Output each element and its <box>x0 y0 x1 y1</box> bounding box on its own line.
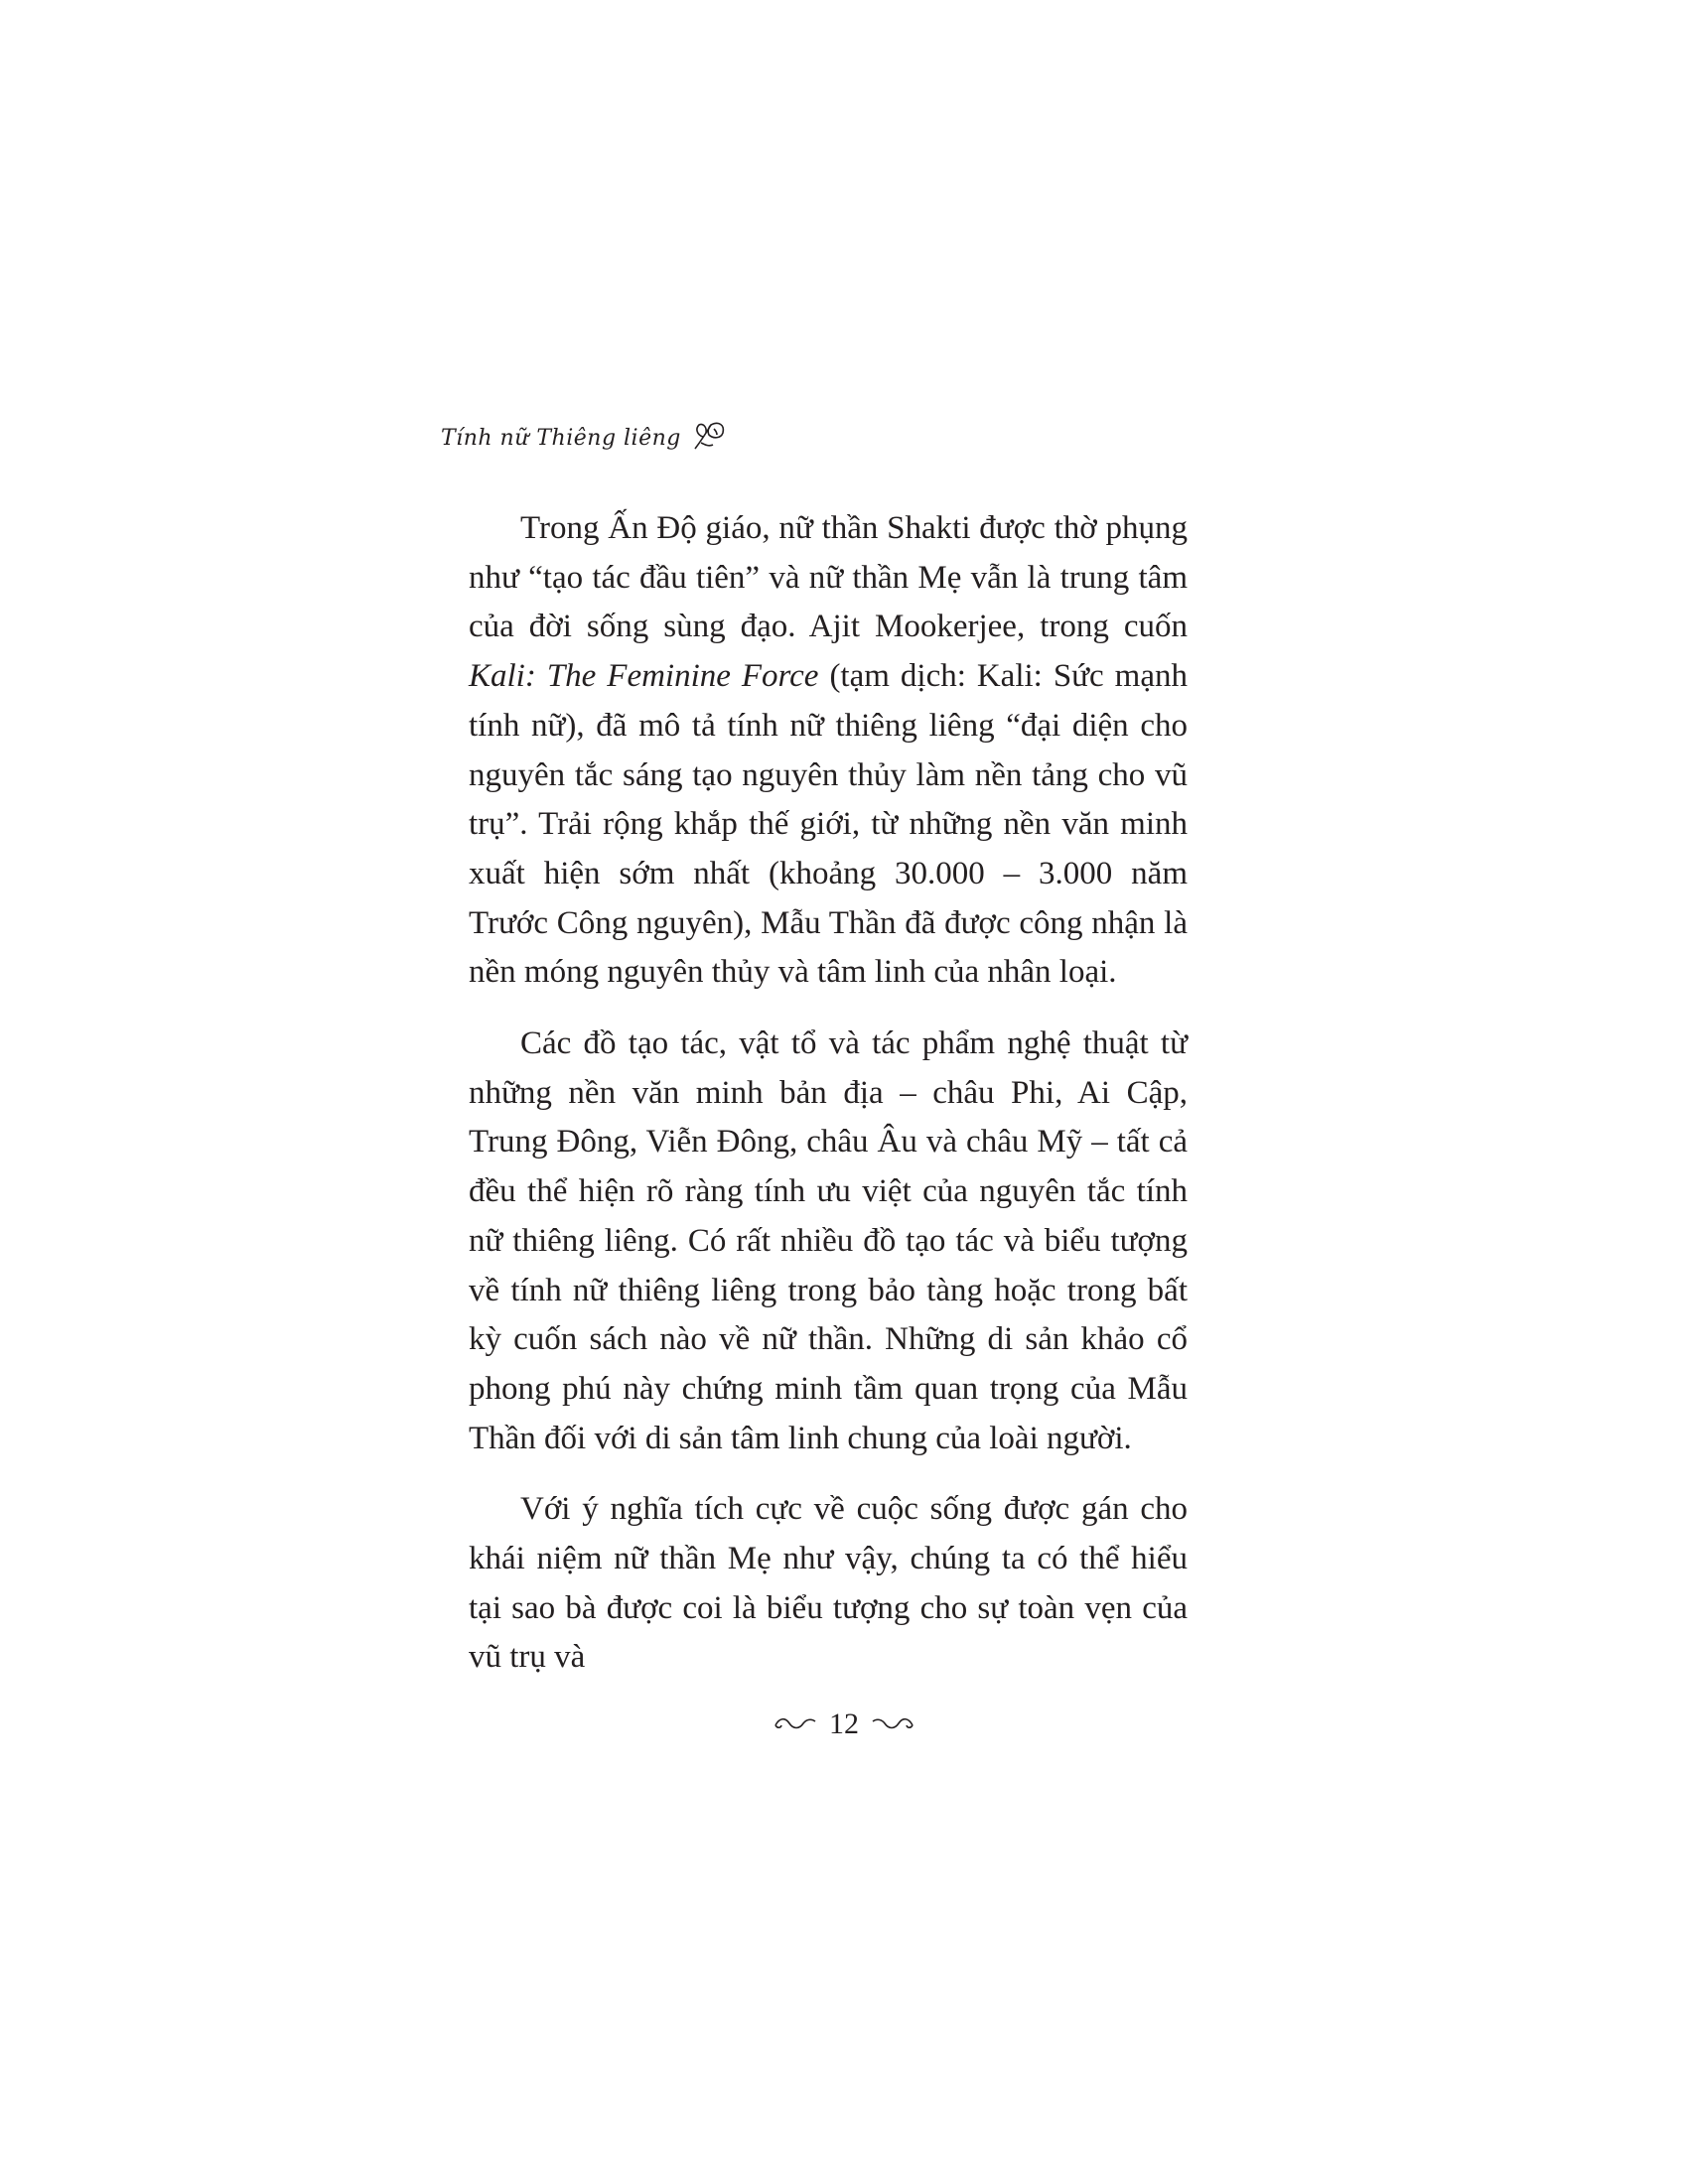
paragraph-3: Với ý nghĩa tích cực về cuộc sống được gán cho khái niệm nữ thần Mẹ như vậy, chúng ta có thể hiểu tại sao bà được coi là biểu tượng cho sự toàn vẹn của vũ trụ và <box>469 1491 1188 1676</box>
paragraph-2: Các đồ tạo tác, vật tổ và tác phẩm nghệ thuật từ những nền văn minh bản địa – châu Phi, Ai Cập, Trung Đông, Viễn Đông, châu Âu và châu Mỹ – tất cả đều thể hiện rõ ràng tính ưu việt của nguyên tắc tính nữ thiêng liêng. Có rất nhiều đồ tạo tác và biểu tượng về tính nữ thiêng liêng trong bảo tàng hoặc trong bất kỳ cuốn sách nào về nữ thần. Những di sản khảo cổ phong phú này chứng minh tầm quan trọng của Mẫu Thần đối với di sản tâm linh chung của loài người. <box>469 1025 1188 1456</box>
page-number: 12 <box>829 1707 859 1740</box>
paragraph-1-end: (tạm dịch: Kali: Sức mạnh tính nữ), đã mô tả tính nữ thiêng liêng “đại diện cho nguyên tắc sáng tạo nguyên thủy làm nền tảng cho vũ trụ”. Trải rộng khắp thế giới, từ những nền văn minh xuất hiện sớm nhất (khoảng 30.000 – 3.000 năm Trước Công nguyên), Mẫu Thần đã được công nhận là nền móng nguyên thủy và tâm linh của nhân loại. <box>469 658 1188 991</box>
swirl-right-icon <box>869 1707 914 1741</box>
book-title-italic: Kali: The Feminine Force <box>469 658 819 695</box>
running-title: Tính nữ Thiêng liêng <box>441 425 681 451</box>
running-header <box>441 415 729 461</box>
leaf-ornament-icon <box>689 415 729 461</box>
paragraph-1 <box>469 504 1188 998</box>
swirl-left-icon <box>774 1707 819 1741</box>
body-text <box>469 504 1188 1705</box>
paragraph-1-start: Trong Ấn Độ giáo, nữ thần Shakti được thờ phụng như “tạo tác đầu tiên” và nữ thần Mẹ vẫn là trung tâm của đời sống sùng đạo. Ajit Mookerjee, trong cuốn <box>469 510 1188 645</box>
page-footer <box>0 1707 1688 1741</box>
